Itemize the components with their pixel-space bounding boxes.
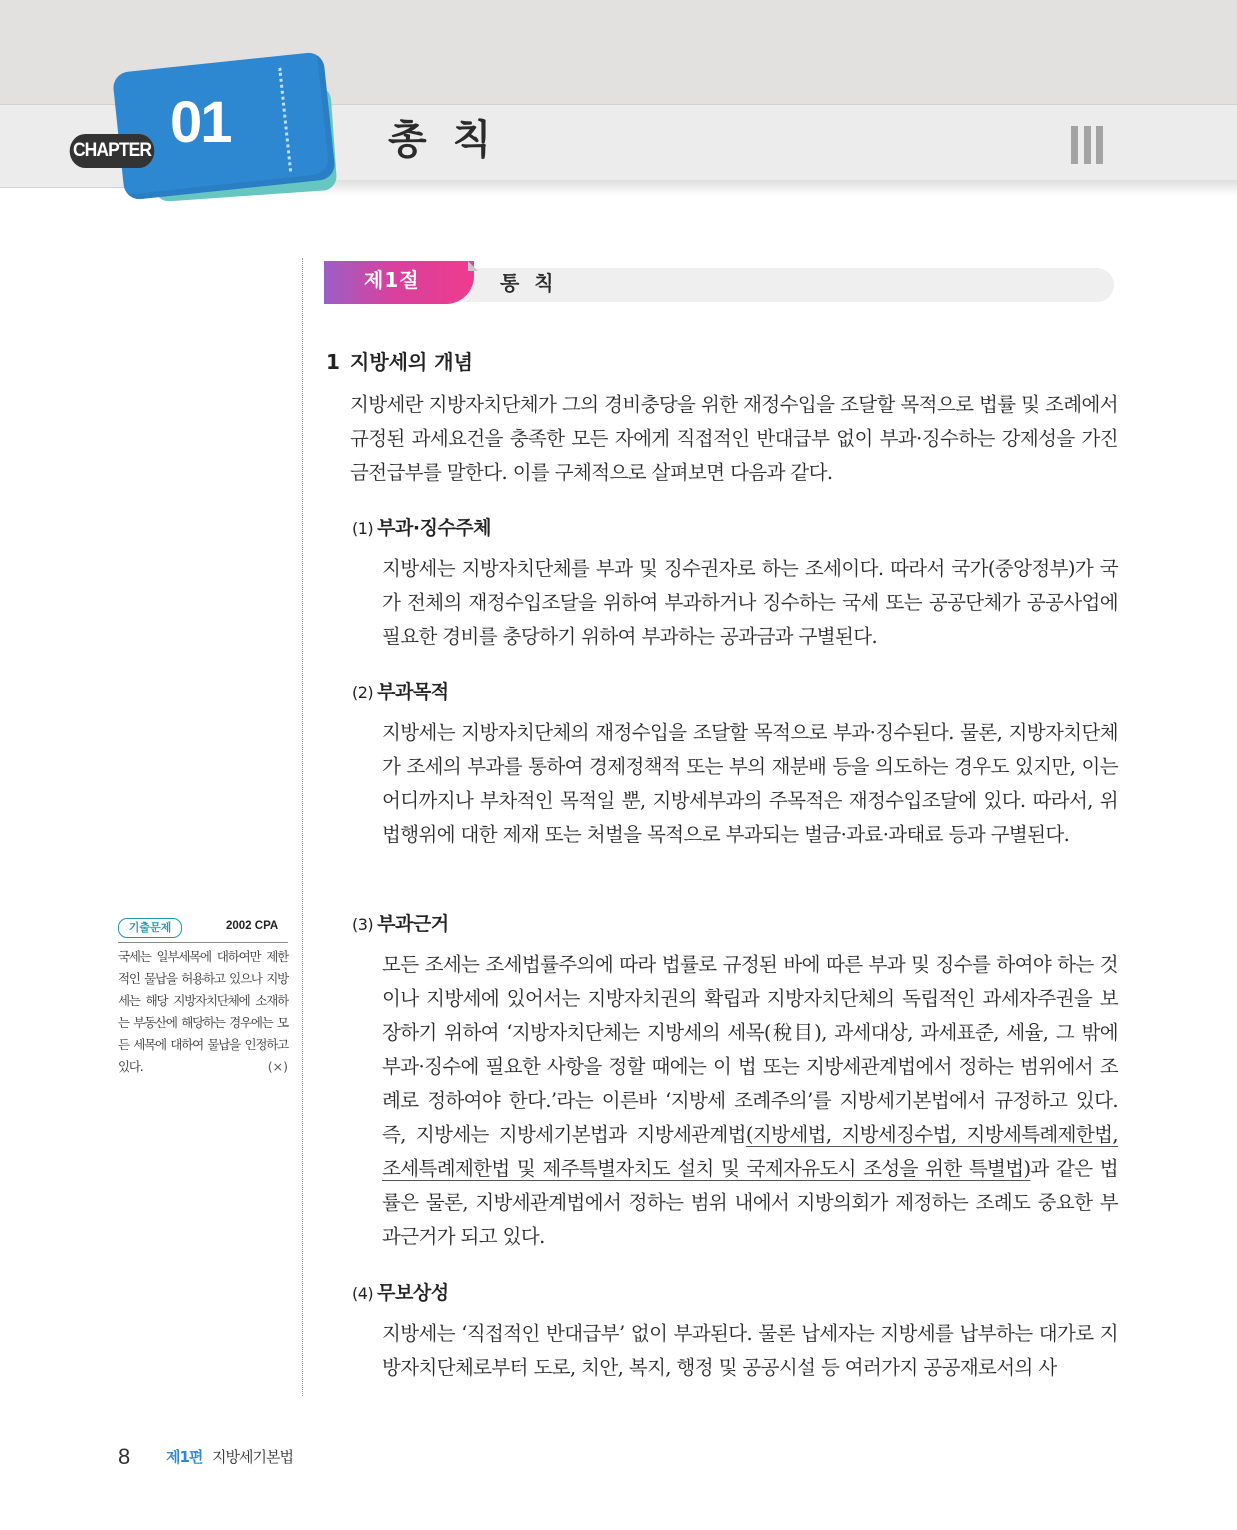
side-note-rule [118,942,288,943]
chapter-title: 총 칙 [388,117,498,163]
subsection-4-heading [352,1284,449,1303]
subsection-3-text-b: 과 같은 법률은 물론, 지방세관계법에서 정하는 범위 내에서 지방의회가 제정하는 조례도 중요한 부과근거가 되고 있다. [382,1157,1118,1248]
subsection-1-heading [352,519,491,538]
subsection-1-number: (1) [352,519,374,538]
subsection-1-paragraph: 지방세는 지방자치단체를 부과 및 징수권자로 하는 조세이다. 따라서 국가(중앙정부)가 국가 전체의 재정수입조달을 위하여 부과하거나 징수하는 국세 또는 공공단체가 공공사업에 필요한 경비를 충당하기 위하여 부과하는 공과금과 구별된다. [382,557,1118,648]
subsection-3-number: (3) [352,915,374,934]
side-note-text [118,946,288,1078]
chapter-label: CHAPTER [70,134,155,168]
side-note-body: 국세는 일부세목에 대하여만 제한적인 물납을 허용하고 있으나 지방세는 해당 지방자치단체에 소재하는 부동산에 해당하는 경우에는 모든 세목에 대하여 물납을 인정하고 있다. [118,949,288,1074]
subsection-3-text-a: 모든 조세는 조세법률주의에 따라 법률로 규정된 바에 따른 부과 및 징수를 하여야 하는 것이나 지방세에 있어서는 지방자치권의 확립과 지방자치단체의 독립적인 과세자주권을 보장하기 위하여 ‘지방자치단체는 지방세의 세목(稅目), 과세대상, 과세표준, 세율, 그 밖에 부과·징수에 필요한 사항을 정할 때에는 이 법 또는 지방세관계법에서 정하는 범위에서 조례로 정하여야 한다.’라는 이른바 ‘지방세 조례주의’를 지방세기본법에서 규정하고 있다. 즉, 지방세는 지방세기본법과 지방세관계법 [382,953,1118,1146]
header-shadow [300,180,1237,196]
section-title: 통 칙 [500,271,558,295]
section-label: 제1절 [364,268,420,292]
menu-bars-icon [1071,126,1103,164]
heading-1-title: 지방세의 개념 [350,350,473,374]
tag-perforation [278,68,292,172]
subsection-4-number: (4) [352,1284,374,1303]
subsection-2-title: 부과목적 [377,681,449,703]
chapter-number: 01 [170,90,231,155]
section-badge-fold [468,261,478,271]
exam-question-source: 2002 CPA [226,920,279,932]
subsection-3-underlined-laws: (지방세법, 지방세징수법, 지방세특례제한법, 조세특례제한법 및 제주특별자치도 설치 및 국제자유도시 조성을 위한 특별법) [382,1123,1118,1180]
heading-1-number: 1 [326,350,340,374]
subsection-4-title: 무보상성 [377,1282,449,1304]
subsection-2-heading [352,683,449,702]
exam-question-badge: 기출문제 [118,918,182,938]
heading-1 [326,352,473,372]
subsection-3-paragraph [382,948,1118,1254]
page-number: 8 [118,1444,131,1469]
subsection-2-paragraph: 지방세는 지방자치단체의 재정수입을 조달할 목적으로 부과·징수된다. 물론, 지방자치단체가 조세의 부과를 통하여 경제정책적 또는 부의 재분배 등을 의도하는 경우도 있지만, 이는 어디까지나 부차적인 목적일 뿐, 지방세부과의 주목적은 재정수입조달에 있다. 따라서, 위법행위에 대한 제재 또는 처벌을 목적으로 부과되는 벌금·과료·과태료 등과 구별된다. [382,721,1118,846]
heading-1-paragraph: 지방세란 지방자치단체가 그의 경비충당을 위한 재정수입을 조달할 목적으로 법률 및 조례에서 규정된 과세요건을 충족한 모든 자에게 직접적인 반대급부 없이 부과·징수하는 강제성을 가진 금전급부를 말한다. 이를 구체적으로 살펴보면 다음과 같다. [350,393,1118,484]
subsection-4-paragraph: 지방세는 ‘직접적인 반대급부’ 없이 부과된다. 물론 납세자는 지방세를 납부하는 대가로 지방자치단체로부터 도로, 치안, 복지, 행정 및 공공시설 등 여러가지 공공재로서의 사 [382,1322,1118,1379]
subsection-1-title: 부과·징수주체 [377,517,492,539]
subsection-3-heading [352,915,449,934]
subsection-2-number: (2) [352,683,374,702]
footer-part: 제1편 [166,1448,203,1466]
column-divider [302,258,303,1396]
footer-book-title: 지방세기본법 [212,1448,293,1466]
subsection-3-title: 부과근거 [377,913,449,935]
side-note-answer: (×) [267,1059,288,1074]
